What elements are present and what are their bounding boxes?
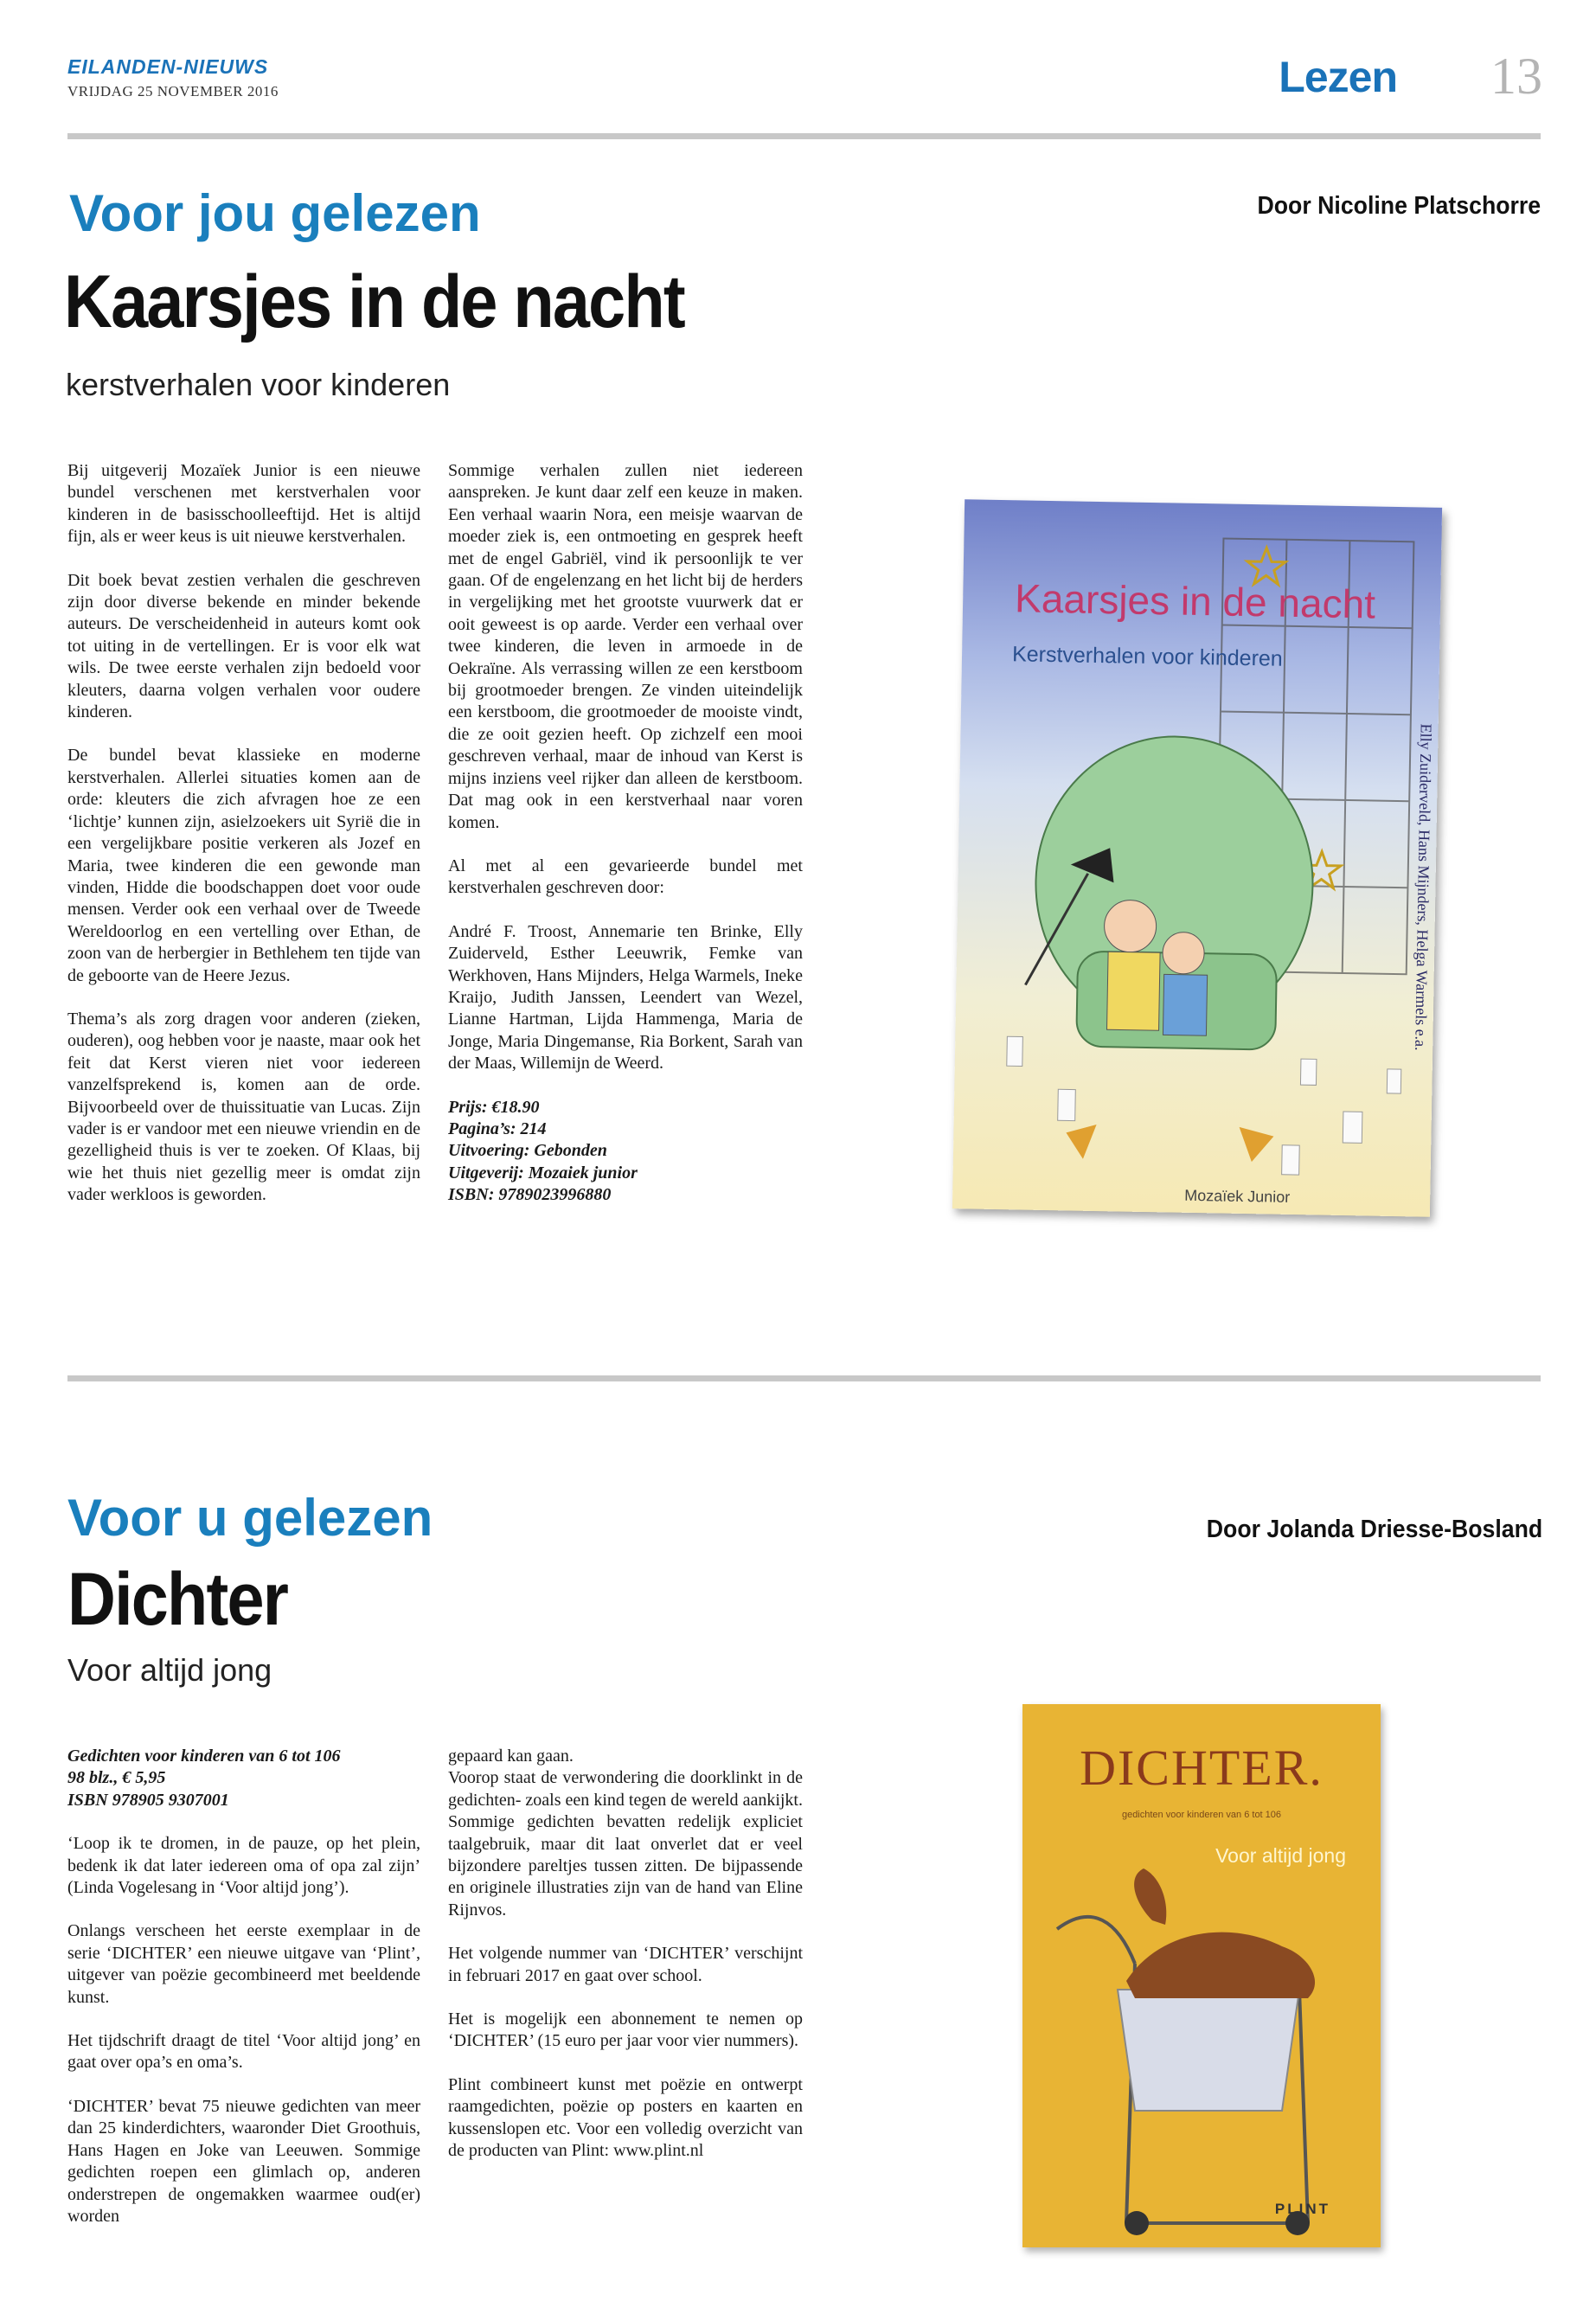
article1-column-2 (448, 460, 803, 1207)
article2-kicker: Voor u gelezen (67, 1489, 433, 1547)
paragraph: Het is mogelijk een abonnement te nemen op ‘DICHTER’ (15 euro per jaar voor vier nummers). (448, 2009, 803, 2051)
paragraph: De bundel bevat klassieke en moderne kerstverhalen. Allerlei situaties komen aan de orde: kleuters die zich afvragen hoe ze een ‘lichtje’ kunnen zijn, asielzoekers uit Syrië die in een vergelijkbare positie verkeren als Jozef en Maria, twee kinderen die een gewonde man vinden, Hidde die boodschappen doet voor oude mensen. Verder ook een verhaal over de Tweede Wereldoorlog en een vertelling over Ethan, de zoon van de herbergier in Bethlehem ten tijde van de geboorte van de Heere Jezus. (67, 746, 420, 985)
book-publisher: Uitgeverij: Mozaiek junior (448, 1163, 638, 1183)
book-cover-kaarsjes (952, 499, 1442, 1217)
paragraph: Voorop staat de verwondering die doorklinkt in de gedichten- zoals een kind tegen de wereld aankijkt. Sommige gedichten bevatten redelijk expliciet taalgebruik, maar dit laat onverlet dat er veel bijzondere pareltjes tussen zitten. De bijpassende en originele illustraties zijn van de hand van Eline Rijnvos. (448, 1768, 803, 1920)
paragraph: ‘DICHTER’ bevat 75 nieuwe gedichten van meer dan 25 kinderdichters, waaronder Diet Groothuis, Hans Hagen en Joke van Leeuwen. Sommige gedichten roepen een glimlach op, anderen onderstrepen de ongemakken waarmee oud(er) worden (67, 2096, 420, 2226)
paragraph: Al met al een gevarieerde bundel met kerstverhalen geschreven door: (448, 856, 803, 898)
article2-byline: Door Jolanda Driesse-Bosland (1206, 1516, 1542, 1543)
masthead-logo: EILANDEN-NIEUWS (67, 55, 269, 78)
book-pages: Pagina’s: 214 (448, 1118, 547, 1138)
paragraph: Sommige verhalen zullen niet iedereen aanspreken. Je kunt daar zelf een keuze in maken. Een verhaal waarin Nora, een meisje waarvan de moeder ziek is, een ontmoeting en gesprek heeft met de engel Gabriël, vind ik persoonlijk te ver gaan. Of de engelenzang en het licht bij de herders in vergelijking met het grootste vuurwerk dat er ooit geweest is op aarde. Verder een verhaal over twee kinderen, die leven in armoede in de Oekraïne. Als verrassing willen ze een kerstboom bij grootmoeder brengen. Ze vinden uiteindelijk een kerstboom, die grootmoeder de mooiste vindt, die ze ooit gezien heeft. Op zichzelf een mooi geschreven verhaal, maar de inhoud van Kerst is mijns inziens veel rijker dan alleen de kerstboom. Dat mag ook in een kerstverhaal naar voren komen. (448, 461, 803, 832)
cover-title: DICHTER. (1080, 1740, 1324, 1796)
header-divider (67, 133, 1541, 139)
article1-column-1 (67, 460, 420, 1228)
book-price: Prijs: €18.90 (448, 1097, 540, 1117)
article2-headline: Dichter (67, 1558, 288, 1641)
book-cover-dichter (1022, 1704, 1381, 2247)
article-divider (67, 1375, 1541, 1381)
article1-headline: Kaarsjes in de nacht (64, 260, 684, 343)
paragraph: Thema’s als zorg dragen voor anderen (zieken, ouderen), oog hebben voor je naaste, maar ook het feit dat Kerst vieren niet voor iedereen vanzelfsprekend is, komen aan de orde. Bijvoorbeeld over de thuissituatie van Lucas. Zijn vader is er vandoor met een nieuwe vriendin en de gezelligheid thuis is ver te zoeken. Of Klaas, bij wie het thuis niet gezellig meer is omdat zijn vader werkloos is geworden. (67, 1009, 420, 1205)
cover-authors: Elly Zuiderveld, Hans Mijnders, Helga Warmels e.a. (1412, 723, 1435, 1051)
paragraph: gepaard kan gaan. (448, 1747, 574, 1766)
article2-subhead: Voor altijd jong (67, 1652, 272, 1688)
cover-publisher: PLINT (1274, 2201, 1330, 2217)
article1-subhead: kerstverhalen voor kinderen (66, 367, 451, 402)
paragraph: Onlangs verscheen het eerste exemplaar in de serie ‘DICHTER’ een nieuwe uitgave van ‘Plint’, uitgever van poëzie gecombineerd met beeldende kunst. (67, 1921, 420, 2007)
paragraph: Dit boek bevat zestien verhalen die geschreven zijn door diverse bekende en minder bekende auteurs. De verscheidenheid in auteurs komt ook tot uiting in de vertellingen. Er is voor elk wat wils. De twee eerste verhalen zijn bedoeld voor kleuters, daarna volgen verhalen voor oudere kinderen. (67, 570, 420, 722)
cover-subtitle: Kerstverhalen voor kinderen (1011, 642, 1283, 671)
paragraph: Bij uitgeverij Mozaïek Junior is een nieuwe bundel verschenen met kerstverhalen voor kinderen in de basisschoolleeftijd. Het is altijd fijn, als er weer keus is uit nieuwe kerstverhalen. (67, 461, 420, 547)
section-label: Lezen (1279, 53, 1397, 101)
article2-column-2 (448, 1746, 803, 2184)
page-number: 13 (1490, 48, 1542, 105)
article1-byline: Door Nicoline Platschorre (1257, 192, 1541, 220)
book-binding: Uitvoering: Gebonden (448, 1141, 607, 1161)
masthead-date: VRIJDAG 25 NOVEMBER 2016 (67, 83, 279, 99)
book-isbn: ISBN: 9789023996880 (448, 1185, 612, 1205)
paragraph: ‘Loop ik te dromen, in de pauze, op het plein, bedenk ik dat later iedereen oma of opa zal zijn’ (Linda Vogelesang in ‘Voor altijd jong’). (67, 1834, 420, 1898)
cover-publisher: Mozaïek Junior (1184, 1186, 1291, 1206)
magazine-price: 98 blz., € 5,95 (67, 1768, 166, 1788)
magazine-info (67, 1746, 420, 1811)
magazine-subtitle: Gedichten voor kinderen van 6 tot 106 (67, 1747, 341, 1766)
paragraph: André F. Troost, Annemarie ten Brinke, Elly Zuiderveld, Esther Leeuwrik, Femke van Werkhoven, Hans Mijnders, Helga Warmels, Ineke Kraijo, Judith Janssen, Leendert van Wezel, Lianne Hartman, Lijda Hammenga, Maria de Jonge, Maria Dingemanse, Ria Borkent, Sarah van der Maas, Willemijn de Weerd. (448, 921, 803, 1074)
paragraph: Plint combineert kunst met poëzie en ontwerpt raamgedichten, poëzie op posters en kaarten en kussenslopen etc. Voor een volledig overzicht van de producten van Plint: www.plint.nl (448, 2074, 803, 2161)
cover-title: Kaarsjes in de nacht (1014, 575, 1376, 627)
cover-subtitle: gedichten voor kinderen van 6 tot 106 (1121, 1810, 1282, 1820)
magazine-isbn: ISBN 978905 9307001 (67, 1790, 229, 1810)
book-info (448, 1097, 803, 1207)
article1-kicker: Voor jou gelezen (69, 184, 481, 242)
cover-tagline: Voor altijd jong (1215, 1844, 1346, 1867)
paragraph: Het volgende nummer van ‘DICHTER’ verschijnt in februari 2017 en gaat over school. (448, 1944, 803, 1985)
paragraph: Het tijdschrift draagt de titel ‘Voor altijd jong’ en gaat over opa’s en oma’s. (67, 2031, 420, 2073)
article2-column-1 (67, 1746, 420, 2249)
